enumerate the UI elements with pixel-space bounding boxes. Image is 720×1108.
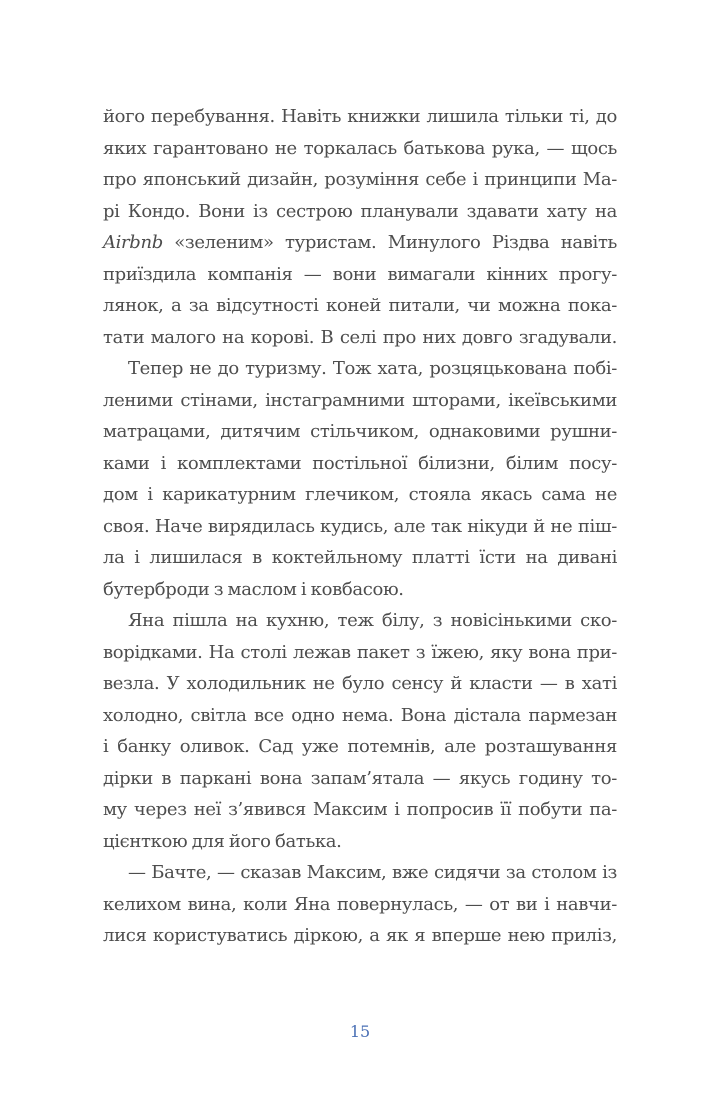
text-line: везла. У холодильник не було сенсу й класти — в хаті [103, 673, 617, 694]
body-text [103, 101, 617, 952]
paragraph-1 [103, 101, 617, 353]
text-segment: «зеленим» туристам. Минулого Різдва навіть [162, 232, 617, 253]
text-line: тати малого на корові. В селі про них довго згадували. [103, 326, 617, 348]
text-line: ками і комплектами постільної білизни, білим посу- [103, 452, 617, 474]
paragraph-4-dialogue [103, 857, 617, 952]
text-line: лися користуватись діркою, а як я вперше нею приліз, [103, 925, 617, 946]
text-line: бутерброди з маслом і ковбасою. [103, 578, 404, 600]
text-line: рі Кондо. Вони із сестрою планували здавати хату на [103, 200, 617, 222]
text-line: — Бачте, — сказав Максим, вже сидячи за столом із [128, 862, 617, 883]
text-line: про японський дизайн, розуміння себе і принципи Ма- [103, 169, 617, 190]
text-line: своя. Наче вирядилась кудись, але так нікуди й не піш- [103, 515, 617, 537]
paragraph-3 [103, 605, 617, 857]
text-line: холодно, світла все одно нема. Вона дістала пармезан [103, 704, 617, 726]
text-line: його перебування. Навіть книжки лишила тільки ті, до [103, 106, 617, 127]
paragraph-2 [103, 353, 617, 605]
page-number: 15 [349, 1022, 371, 1041]
text-line: Яна пішла на кухню, теж білу, з новісінькими ско- [128, 610, 617, 631]
text-line: ворідками. На столі лежав пакет з їжею, яку вона при- [103, 641, 617, 663]
text-line: цієнткою для його батька. [103, 830, 342, 852]
text-line: келихом вина, коли Яна повернулась, — от ви і навчи- [103, 893, 617, 915]
text-line: матрацами, дитячим стільчиком, однаковими рушни- [103, 421, 617, 442]
text-line: дом і карикатурним глечиком, стояла якась сама не [103, 484, 617, 505]
text-line [103, 227, 617, 259]
text-line: яких гарантовано не торкалась батькова рука, — щось [103, 137, 617, 159]
text-line: і банку оливок. Сад уже потемнів, але розташування [103, 736, 617, 757]
text-line: приїздила компанія — вони вимагали кінних прогу- [103, 263, 617, 285]
text-line: дірки в паркані вона запам’ятала — якусь годину то- [103, 767, 617, 789]
text-line: му через неї з’явився Максим і попросив її побути па- [103, 799, 617, 820]
text-line: леними стінами, інстаграмними шторами, ікеївськими [103, 389, 617, 411]
text-line: Тепер не до туризму. Тож хата, розцяцькована побі- [128, 358, 617, 379]
italic-brand-name: Airbnb [103, 232, 163, 253]
text-line: ла і лишилася в коктейльному платті їсти на дивані [103, 547, 617, 568]
text-line: лянок, а за відсутності коней питали, чи можна пока- [103, 295, 617, 316]
